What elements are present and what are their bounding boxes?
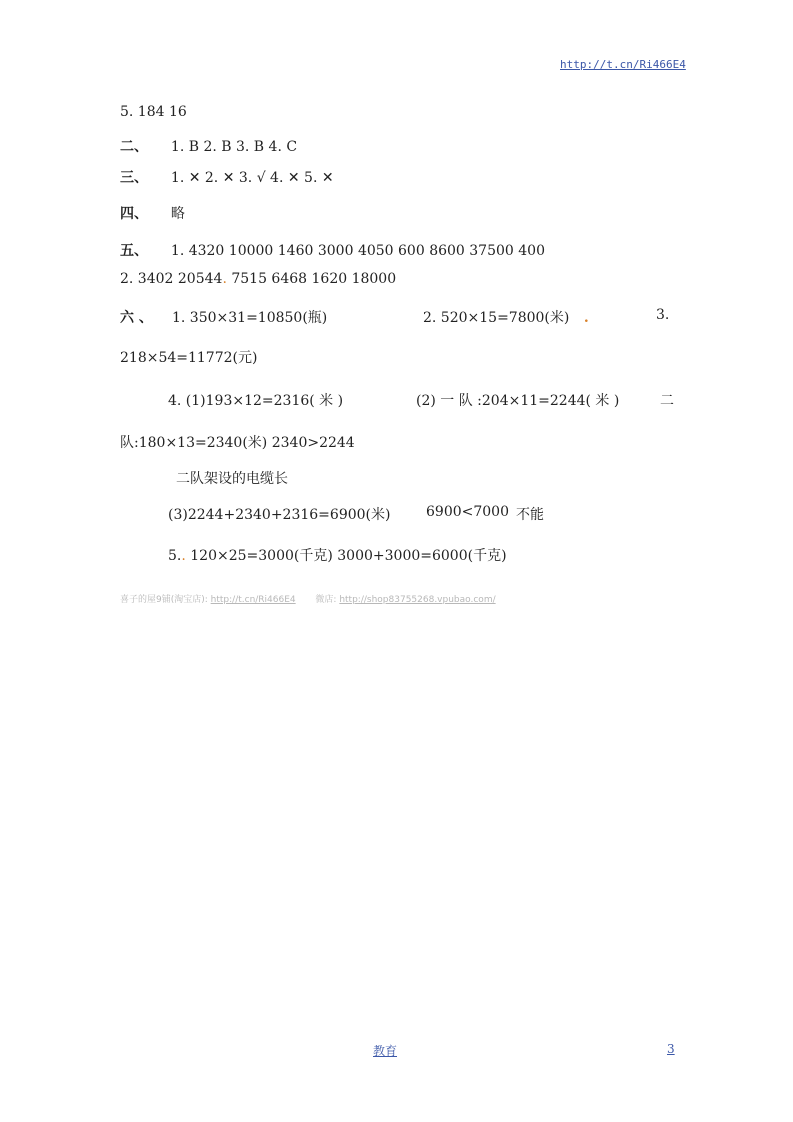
watermark-weidian-link[interactable]: http://shop83755268.vpubao.com/ — [339, 595, 496, 605]
section-3-row — [120, 167, 334, 187]
section-6-q4-part2: (2) 一 队 :204×11=2244( 米 ) — [416, 393, 620, 409]
section-5-label: 五、 — [120, 243, 148, 259]
section-6-q3: 218×54=11772(元) — [120, 350, 258, 366]
section-2-row — [120, 136, 297, 156]
section-5-dot: . — [222, 271, 227, 287]
section-5-answers-b-part1: 2. 3402 20544 — [120, 271, 223, 287]
watermark-shop-link[interactable]: http://t.cn/Ri466E4 — [210, 595, 296, 605]
section-6-q4-conclusion: 二队架设的电缆长 — [176, 471, 288, 487]
section-6-q4-third: (3)2244+2340+2316=6900(米) — [168, 507, 391, 523]
section-5-answers-a: 1. 4320 10000 1460 3000 4050 600 8600 37500 400 — [170, 243, 545, 259]
section-2-label: 二、 — [120, 139, 148, 155]
section-4-label: 四、 — [120, 206, 148, 222]
section-6-q2-text: 2. 520×15=7800(米) — [423, 310, 570, 326]
section-6-label: 六 、 — [120, 310, 153, 326]
section-6-q1: 1. 350×31=10850(瓶) — [172, 310, 328, 326]
section-6-q4-continuation: 队:180×13=2340(米) 2340>2244 — [120, 435, 355, 451]
footer-link[interactable]: 教育 — [373, 1044, 398, 1058]
section-6-q2-dot: . — [583, 310, 589, 326]
section-6-q2 — [423, 307, 589, 327]
section-5-answers-b-part2: 7515 6468 1620 18000 — [226, 271, 397, 287]
section-6-q4-part3: 二 — [660, 393, 674, 409]
section-6-q5 — [168, 545, 507, 565]
section-6-q5-number: 5. — [168, 548, 182, 564]
answer-row-5: 5. 184 16 — [120, 104, 187, 120]
section-6-q5-dots: . — [181, 548, 191, 564]
section-6-q5-text: 120×25=3000(千克) 3000+3000=6000(千克) — [190, 548, 507, 564]
header-link[interactable]: http://t.cn/Ri466E4 — [560, 58, 686, 71]
watermark-shop-label: 喜子的屋9铺(淘宝店): — [120, 595, 208, 605]
section-5-row-b — [120, 271, 396, 287]
section-4-row — [120, 203, 185, 223]
section-6-q4-answer: 不能 — [516, 507, 544, 523]
section-6-q3-number: 3. — [656, 307, 670, 323]
section-5-row-a — [120, 240, 545, 260]
section-6-q4-part1: 4. (1)193×12=2316( 米 ) — [168, 393, 344, 409]
watermark-weidian-label: 微店: — [315, 595, 337, 605]
section-3-answers: 1. ✕ 2. ✕ 3. √ 4. ✕ 5. ✕ — [170, 170, 334, 186]
section-6-q4-compare: 6900<7000 — [426, 504, 509, 520]
page-number[interactable]: 3 — [667, 1042, 675, 1056]
watermark — [120, 592, 496, 605]
section-3-label: 三、 — [120, 170, 148, 186]
section-2-answers: 1. B 2. B 3. B 4. C — [170, 139, 298, 155]
section-4-answers: 略 — [170, 206, 185, 222]
